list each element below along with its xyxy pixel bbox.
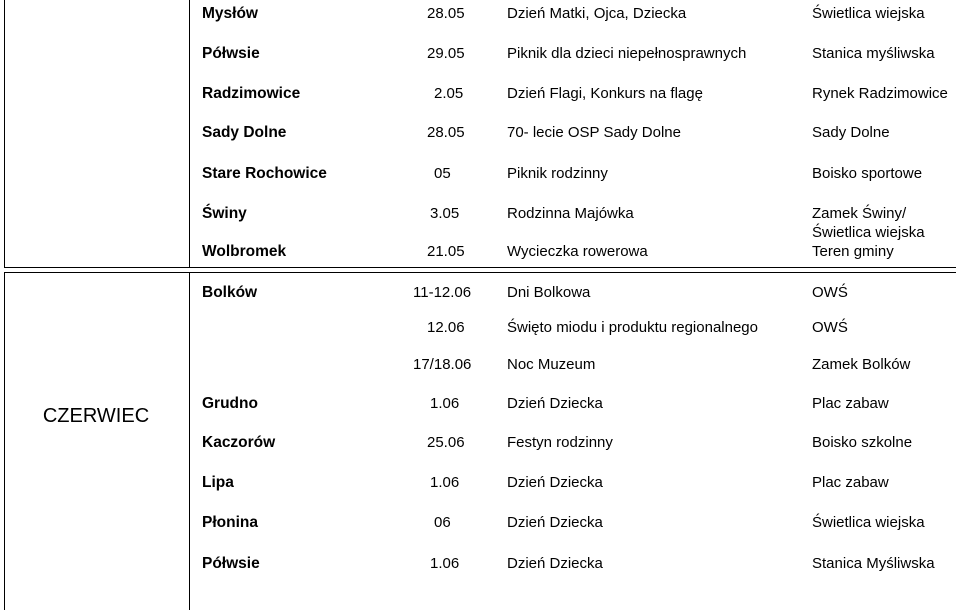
venue-cell: Teren gminy — [812, 243, 894, 260]
date-cell: 2.05 — [434, 85, 464, 102]
venue-cell: Boisko sportowe — [812, 165, 923, 182]
event-cell: Piknik rodzinny — [507, 165, 608, 182]
event-cell: Święto miodu i produktu regionalnego — [507, 319, 758, 336]
date-cell: 3.05 — [430, 205, 460, 222]
place-cell: Stare Rochowice — [202, 165, 327, 182]
date-cell: 17/18.06 — [413, 356, 472, 373]
june-month-column — [4, 272, 190, 610]
place-cell: Grudno — [202, 395, 258, 412]
place-cell: Bolków — [202, 284, 258, 301]
month-label: CZERWIEC — [42, 405, 150, 427]
venue-cell: OWŚ — [812, 284, 848, 301]
venue-cell: Stanica myśliwska — [812, 45, 935, 62]
date-cell: 1.06 — [430, 474, 460, 491]
venue-cell: Świetlica wiejska — [812, 5, 925, 22]
place-cell: Półwsie — [202, 555, 260, 572]
date-cell: 06 — [434, 514, 451, 531]
event-cell: Dzień Dziecka — [507, 395, 603, 412]
event-cell: 70- lecie OSP Sady Dolne — [507, 124, 681, 141]
event-cell: Piknik dla dzieci niepełnosprawnych — [507, 45, 747, 62]
date-cell: 25.06 — [427, 434, 465, 451]
may-month-column — [4, 0, 190, 268]
event-cell: Dzień Dziecka — [507, 555, 603, 572]
place-cell: Kaczorów — [202, 434, 276, 451]
date-cell: 28.05 — [427, 124, 465, 141]
venue-cell: Zamek Bolków — [812, 356, 911, 373]
date-cell: 1.06 — [430, 555, 460, 572]
date-cell: 28.05 — [427, 5, 465, 22]
place-cell: Płonina — [202, 514, 258, 531]
event-cell: Festyn rodzinny — [507, 434, 613, 451]
event-cell: Dzień Dziecka — [507, 474, 603, 491]
date-cell: 29.05 — [427, 45, 465, 62]
june-section-top-border — [4, 272, 956, 273]
place-cell: Wolbromek — [202, 243, 287, 260]
venue-cell: Stanica Myśliwska — [812, 555, 935, 572]
date-cell: 11-12.06 — [413, 284, 472, 301]
venue-cell: Plac zabaw — [812, 474, 889, 491]
place-cell: Świny — [202, 205, 247, 222]
place-cell: Sady Dolne — [202, 124, 287, 141]
date-cell: 21.05 — [427, 243, 465, 260]
venue-cell: Boisko szkolne — [812, 434, 913, 451]
place-cell: Mysłów — [202, 5, 258, 22]
venue-cell: Plac zabaw — [812, 395, 889, 412]
place-cell: Lipa — [202, 474, 234, 491]
event-cell: Rodzinna Majówka — [507, 205, 634, 222]
date-cell: 12.06 — [427, 319, 465, 336]
venue-cell: Świetlica wiejska — [812, 514, 925, 531]
event-cell: Dzień Dziecka — [507, 514, 603, 531]
event-cell: Noc Muzeum — [507, 356, 596, 373]
venue-cell: OWŚ — [812, 319, 848, 336]
venue-cell: Zamek Świny/ — [812, 205, 907, 222]
event-cell: Dzień Flagi, Konkurs na flagę — [507, 85, 703, 102]
date-cell: 05 — [434, 165, 451, 182]
event-cell: Dzień Matki, Ojca, Dziecka — [507, 5, 687, 22]
may-section-bottom-border — [4, 267, 956, 268]
event-cell: Wycieczka rowerowa — [507, 243, 648, 260]
place-cell: Półwsie — [202, 45, 260, 62]
event-cell: Dni Bolkowa — [507, 284, 591, 301]
venue-cell: Rynek Radzimowice — [812, 85, 948, 102]
place-cell: Radzimowice — [202, 85, 301, 102]
date-cell: 1.06 — [430, 395, 460, 412]
venue-cell-line-2: Świetlica wiejska — [812, 224, 925, 241]
venue-cell: Sady Dolne — [812, 124, 890, 141]
